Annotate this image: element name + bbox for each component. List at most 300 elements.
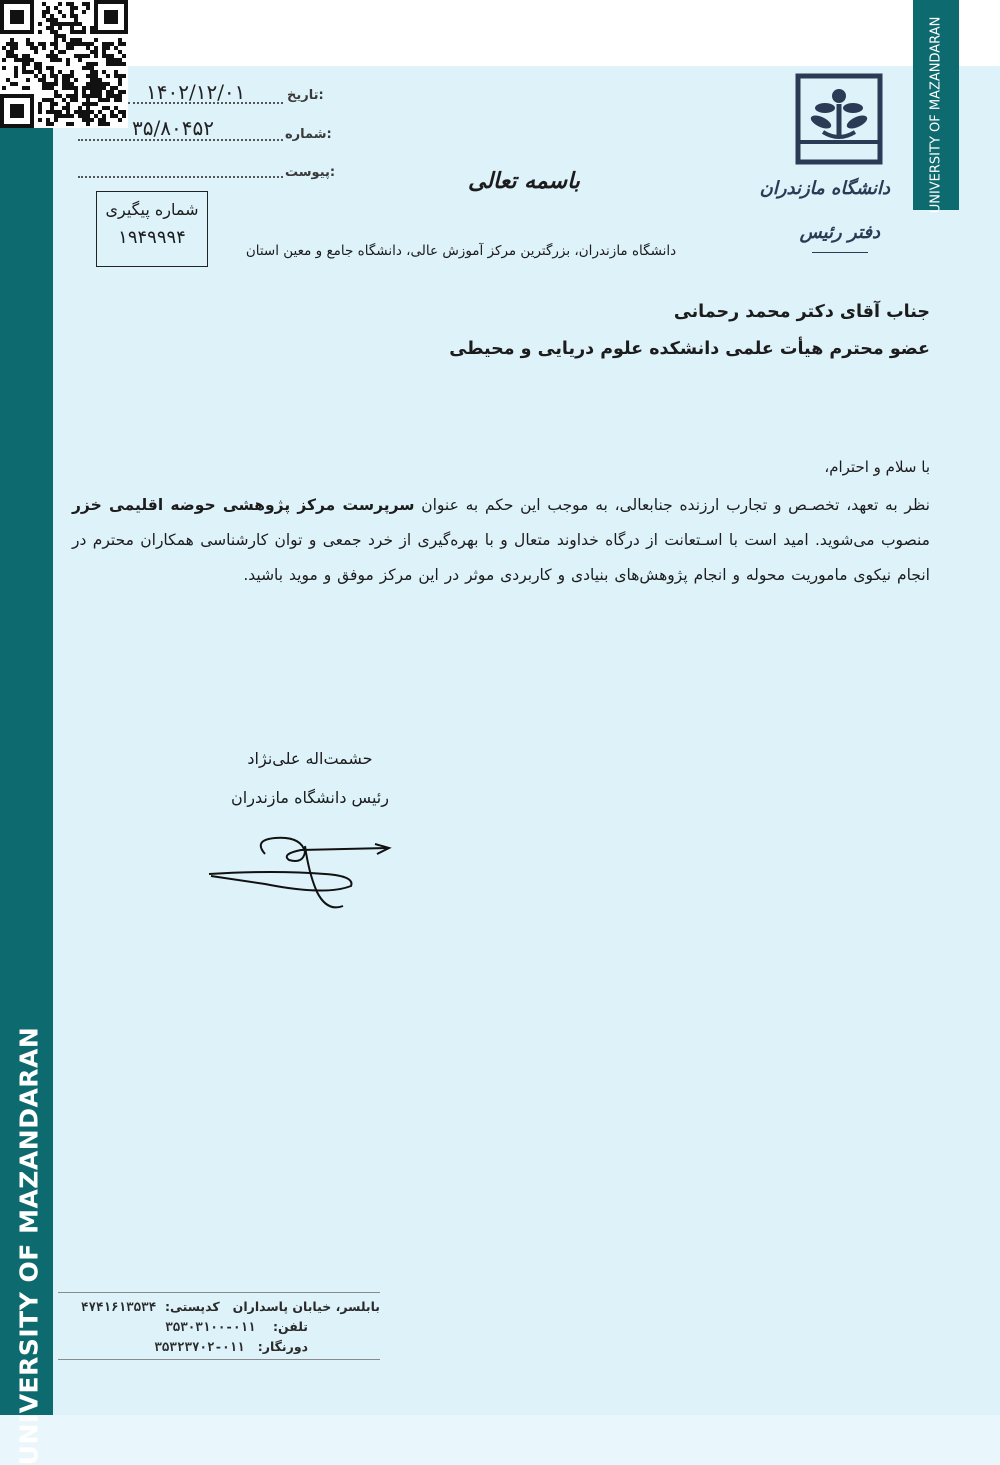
- qr-module: [102, 118, 106, 122]
- qr-module: [106, 42, 110, 46]
- qr-module: [74, 14, 78, 18]
- qr-module: [122, 42, 126, 46]
- qr-module: [82, 118, 86, 122]
- qr-module: [122, 54, 126, 58]
- qr-module: [62, 82, 66, 86]
- qr-module: [98, 90, 102, 94]
- qr-module: [34, 74, 38, 78]
- qr-module: [54, 54, 58, 58]
- qr-module: [42, 78, 46, 82]
- qr-module: [14, 46, 18, 50]
- qr-module: [74, 98, 78, 102]
- qr-module: [114, 86, 118, 90]
- qr-module: [62, 38, 66, 42]
- qr-module: [102, 46, 106, 50]
- qr-module: [26, 38, 30, 42]
- qr-module: [90, 82, 94, 86]
- qr-module: [38, 70, 42, 74]
- qr-module: [38, 78, 42, 82]
- qr-module: [70, 74, 74, 78]
- qr-module: [102, 42, 106, 46]
- qr-module: [82, 66, 86, 70]
- qr-module: [10, 82, 14, 86]
- qr-module: [94, 78, 98, 82]
- qr-module: [110, 94, 114, 98]
- qr-module: [62, 98, 66, 102]
- qr-module: [22, 54, 26, 58]
- qr-module: [98, 78, 102, 82]
- qr-module: [50, 102, 54, 106]
- qr-module: [114, 74, 118, 78]
- qr-module: [66, 78, 70, 82]
- qr-module: [54, 34, 58, 38]
- qr-module: [94, 94, 98, 98]
- qr-module: [90, 70, 94, 74]
- qr-module: [86, 86, 90, 90]
- footer-phone-line: [58, 1319, 380, 1334]
- qr-module: [34, 62, 38, 66]
- qr-module: [102, 50, 106, 54]
- qr-module: [70, 26, 74, 30]
- qr-module: [10, 50, 14, 54]
- qr-module: [42, 86, 46, 90]
- body-text-part2: منصوب می‌شوید. امید است با اسـتعانت از درگاه خداوند متعال و با بهره‌گیری از خرد جمعی و توان کارشناسی همکاران محترم در انجام نیکوی ماموریت محوله و انجام پژوهش‌های بنیادی و کاربردی موثر در این مرکز موفق و موید باشید.: [72, 531, 930, 584]
- qr-module: [58, 114, 62, 118]
- qr-module: [114, 70, 118, 74]
- qr-module: [62, 22, 66, 26]
- right-bar-text: UNIVERSITY OF MAZANDARAN: [928, 16, 944, 214]
- qr-module: [114, 58, 118, 62]
- qr-module: [26, 58, 30, 62]
- qr-module: [114, 62, 118, 66]
- qr-module: [94, 54, 98, 58]
- qr-module: [82, 90, 86, 94]
- qr-module: [54, 118, 58, 122]
- qr-module: [78, 58, 82, 62]
- qr-module: [98, 98, 102, 102]
- qr-module: [62, 114, 66, 118]
- qr-module: [94, 82, 98, 86]
- qr-module: [74, 38, 78, 42]
- qr-module: [70, 98, 74, 102]
- qr-module: [50, 66, 54, 70]
- qr-module: [90, 86, 94, 90]
- qr-module: [30, 46, 34, 50]
- qr-module: [66, 106, 70, 110]
- tracking-label: شماره پیگیری: [105, 200, 199, 219]
- qr-module: [10, 46, 14, 50]
- qr-module: [18, 58, 22, 62]
- footer-phone: ۰۱۱-۳۵۳۰۳۱۰۰: [165, 1319, 256, 1334]
- qr-module: [90, 102, 94, 106]
- qr-module: [70, 122, 74, 126]
- qr-module: [122, 74, 126, 78]
- tracking-number: ۱۹۴۹۹۹۴: [118, 227, 186, 248]
- footer-fax-line: [58, 1339, 380, 1354]
- qr-module: [14, 70, 18, 74]
- qr-module: [22, 86, 26, 90]
- qr-module: [38, 118, 42, 122]
- qr-module: [114, 94, 118, 98]
- qr-module: [110, 114, 114, 118]
- qr-module: [90, 50, 94, 54]
- qr-module: [38, 102, 42, 106]
- qr-module: [10, 42, 14, 46]
- qr-module: [110, 58, 114, 62]
- qr-module: [10, 38, 14, 42]
- logo-office-name: دفتر رئیس: [799, 222, 880, 243]
- qr-module: [118, 58, 122, 62]
- qr-module: [86, 62, 90, 66]
- qr-module: [66, 22, 70, 26]
- qr-module: [74, 6, 78, 10]
- qr-module: [86, 82, 90, 86]
- qr-module: [110, 54, 114, 58]
- qr-module: [46, 6, 50, 10]
- qr-module: [86, 94, 90, 98]
- qr-module: [66, 122, 70, 126]
- qr-module: [6, 78, 10, 82]
- qr-module: [46, 98, 50, 102]
- qr-module: [30, 70, 34, 74]
- qr-module: [74, 54, 78, 58]
- qr-module: [78, 54, 82, 58]
- qr-module: [50, 58, 54, 62]
- qr-module: [50, 54, 54, 58]
- logo-underline: [812, 252, 868, 253]
- qr-module: [90, 74, 94, 78]
- qr-module: [26, 78, 30, 82]
- qr-module: [86, 6, 90, 10]
- qr-module: [42, 14, 46, 18]
- qr-module: [50, 82, 54, 86]
- qr-module: [50, 110, 54, 114]
- qr-module: [118, 98, 122, 102]
- qr-module: [54, 114, 58, 118]
- qr-module: [58, 34, 62, 38]
- qr-module: [90, 90, 94, 94]
- qr-module: [102, 122, 106, 126]
- qr-module: [74, 110, 78, 114]
- qr-module: [26, 86, 30, 90]
- qr-module: [46, 18, 50, 22]
- qr-module: [114, 106, 118, 110]
- qr-module: [58, 94, 62, 98]
- qr-module: [42, 98, 46, 102]
- qr-module: [54, 22, 58, 26]
- qr-module: [46, 26, 50, 30]
- qr-module: [82, 94, 86, 98]
- qr-module: [94, 102, 98, 106]
- qr-module: [102, 82, 106, 86]
- qr-module: [58, 110, 62, 114]
- qr-module: [78, 110, 82, 114]
- qr-module: [62, 50, 66, 54]
- footer-phone-label: تلفن:: [272, 1319, 308, 1334]
- qr-module: [50, 42, 54, 46]
- qr-module: [94, 50, 98, 54]
- right-side-bar: [913, 0, 959, 214]
- qr-module: [114, 98, 118, 102]
- qr-module: [106, 82, 110, 86]
- qr-module: [26, 62, 30, 66]
- footer-fax: ۰۱۱-۳۵۳۲۳۷۰۲: [154, 1339, 245, 1354]
- qr-code: [0, 0, 128, 128]
- qr-module: [62, 34, 66, 38]
- footer-address: بابلسر، خیابان پاسداران: [232, 1299, 380, 1314]
- qr-module: [58, 2, 62, 6]
- qr-module: [118, 118, 122, 122]
- qr-module: [62, 78, 66, 82]
- qr-module: [98, 122, 102, 126]
- qr-module: [66, 46, 70, 50]
- qr-module: [102, 106, 106, 110]
- qr-module: [78, 22, 82, 26]
- qr-module: [70, 6, 74, 10]
- qr-module: [46, 110, 50, 114]
- qr-module: [14, 54, 18, 58]
- qr-module: [42, 10, 46, 14]
- qr-module: [54, 94, 58, 98]
- qr-module: [90, 118, 94, 122]
- qr-module: [30, 42, 34, 46]
- qr-module: [58, 70, 62, 74]
- qr-module: [118, 50, 122, 54]
- qr-module: [50, 74, 54, 78]
- qr-module: [38, 42, 42, 46]
- qr-module: [106, 122, 110, 126]
- qr-module: [30, 58, 34, 62]
- qr-module: [86, 118, 90, 122]
- qr-module: [90, 26, 94, 30]
- top-margin: [0, 0, 1000, 66]
- qr-module: [54, 82, 58, 86]
- qr-module: [86, 102, 90, 106]
- qr-module: [106, 46, 110, 50]
- body-text-part1: نظر به تعهد، تخصـص و تجارب ارزنده جنابعالی، به موجب این حکم به عنوان: [414, 496, 930, 514]
- qr-module: [2, 58, 6, 62]
- qr-module: [94, 38, 98, 42]
- qr-module: [86, 54, 90, 58]
- qr-module: [66, 74, 70, 78]
- qr-module: [62, 106, 66, 110]
- qr-module: [70, 86, 74, 90]
- qr-module: [54, 78, 58, 82]
- qr-module: [82, 10, 86, 14]
- qr-module: [98, 118, 102, 122]
- qr-module: [42, 46, 46, 50]
- qr-module: [94, 46, 98, 50]
- recipient-position: عضو محترم هیأت علمی دانشکده علوم دریایی و محیطی: [449, 339, 930, 359]
- qr-module: [42, 2, 46, 6]
- qr-module: [118, 42, 122, 46]
- qr-module: [70, 46, 74, 50]
- basmala: باسمه تعالی: [468, 168, 580, 194]
- qr-module: [38, 66, 42, 70]
- qr-module: [106, 90, 110, 94]
- qr-module: [102, 54, 106, 58]
- qr-module: [46, 10, 50, 14]
- footer-fax-label: دورنگار:: [257, 1339, 308, 1354]
- qr-module: [66, 86, 70, 90]
- qr-module: [26, 54, 30, 58]
- qr-module: [38, 22, 42, 26]
- qr-module: [102, 114, 106, 118]
- qr-module: [66, 2, 70, 6]
- qr-module: [82, 54, 86, 58]
- qr-module: [58, 22, 62, 26]
- qr-module: [86, 66, 90, 70]
- number-label: شماره:: [285, 127, 332, 142]
- qr-module: [62, 86, 66, 90]
- qr-module: [118, 62, 122, 66]
- qr-module: [82, 114, 86, 118]
- qr-module: [46, 66, 50, 70]
- qr-module: [106, 62, 110, 66]
- qr-module: [110, 86, 114, 90]
- qr-module: [94, 90, 98, 94]
- qr-module: [2, 46, 6, 50]
- qr-module: [70, 30, 74, 34]
- qr-module: [46, 118, 50, 122]
- qr-module: [22, 62, 26, 66]
- attachment-label: پیوست:: [285, 165, 336, 180]
- qr-module: [74, 78, 78, 82]
- qr-module: [78, 38, 82, 42]
- qr-module: [106, 58, 110, 62]
- qr-module: [50, 14, 54, 18]
- qr-module: [6, 50, 10, 54]
- qr-module: [62, 14, 66, 18]
- qr-module: [86, 42, 90, 46]
- qr-module: [70, 42, 74, 46]
- date-value: ۱۴۰۲/۱۲/۰۱: [146, 80, 246, 104]
- qr-module: [74, 18, 78, 22]
- qr-module: [66, 110, 70, 114]
- qr-module: [66, 42, 70, 46]
- qr-module: [26, 70, 30, 74]
- qr-module: [38, 110, 42, 114]
- qr-module: [86, 122, 90, 126]
- qr-module: [98, 94, 102, 98]
- qr-module: [70, 2, 74, 6]
- qr-module: [118, 94, 122, 98]
- qr-module: [14, 74, 18, 78]
- qr-module: [38, 62, 42, 66]
- qr-module: [78, 106, 82, 110]
- signer-title: رئیس دانشگاه مازندران: [231, 788, 389, 807]
- qr-module: [74, 30, 78, 34]
- qr-module: [54, 42, 58, 46]
- qr-module: [26, 42, 30, 46]
- qr-module: [118, 110, 122, 114]
- tracking-box: [96, 191, 208, 267]
- qr-module: [54, 74, 58, 78]
- qr-module: [86, 74, 90, 78]
- qr-module: [114, 114, 118, 118]
- qr-module: [50, 98, 54, 102]
- qr-module: [90, 94, 94, 98]
- qr-module: [34, 50, 38, 54]
- attachment-dotted-line: [78, 176, 283, 178]
- qr-module: [54, 6, 58, 10]
- qr-module: [94, 62, 98, 66]
- qr-module: [22, 70, 26, 74]
- qr-module: [38, 106, 42, 110]
- qr-module: [66, 58, 70, 62]
- footer-postal-label: کدپستی:: [164, 1299, 220, 1314]
- qr-module: [54, 46, 58, 50]
- qr-module: [86, 114, 90, 118]
- qr-module: [6, 54, 10, 58]
- qr-module: [50, 30, 54, 34]
- qr-module: [118, 78, 122, 82]
- qr-module: [66, 62, 70, 66]
- recipient-name: جناب آقای دکتر محمد رحمانی: [673, 302, 930, 322]
- qr-module: [6, 42, 10, 46]
- qr-module: [74, 86, 78, 90]
- qr-module: [118, 90, 122, 94]
- qr-module: [70, 22, 74, 26]
- logo-university-name: دانشگاه مازندران: [759, 178, 890, 199]
- qr-module: [46, 82, 50, 86]
- qr-module: [50, 122, 54, 126]
- qr-module: [78, 42, 82, 46]
- qr-module: [50, 106, 54, 110]
- university-slogan: دانشگاه مازندران، بزرگترین مرکز آموزش عالی، دانشگاه جامع و معین استان: [245, 243, 677, 259]
- qr-module: [94, 74, 98, 78]
- qr-module: [98, 110, 102, 114]
- qr-module: [54, 58, 58, 62]
- qr-module: [22, 66, 26, 70]
- qr-module: [122, 90, 126, 94]
- qr-module: [46, 122, 50, 126]
- footer-bottom-rule: [58, 1359, 380, 1360]
- qr-module: [70, 38, 74, 42]
- qr-module: [82, 26, 86, 30]
- qr-module: [118, 38, 122, 42]
- qr-module: [50, 22, 54, 26]
- qr-module: [14, 82, 18, 86]
- qr-module: [114, 46, 118, 50]
- qr-module: [82, 110, 86, 114]
- left-bar-text: UNIVERSITY OF MAZANDARAN: [14, 1026, 44, 1465]
- qr-module: [82, 86, 86, 90]
- qr-module: [82, 102, 86, 106]
- qr-module: [46, 54, 50, 58]
- qr-module: [50, 18, 54, 22]
- qr-module: [54, 90, 58, 94]
- qr-module: [78, 30, 82, 34]
- qr-module: [70, 14, 74, 18]
- qr-module: [86, 98, 90, 102]
- qr-module: [78, 114, 82, 118]
- qr-module: [2, 86, 6, 90]
- qr-module: [102, 70, 106, 74]
- qr-module: [94, 70, 98, 74]
- qr-module: [58, 26, 62, 30]
- qr-module: [106, 106, 110, 110]
- qr-module: [34, 46, 38, 50]
- qr-module: [86, 110, 90, 114]
- qr-module: [90, 30, 94, 34]
- qr-module: [74, 90, 78, 94]
- qr-module: [82, 2, 86, 6]
- qr-module: [94, 114, 98, 118]
- footer-address-line: [58, 1299, 380, 1314]
- qr-module: [58, 58, 62, 62]
- qr-module: [54, 30, 58, 34]
